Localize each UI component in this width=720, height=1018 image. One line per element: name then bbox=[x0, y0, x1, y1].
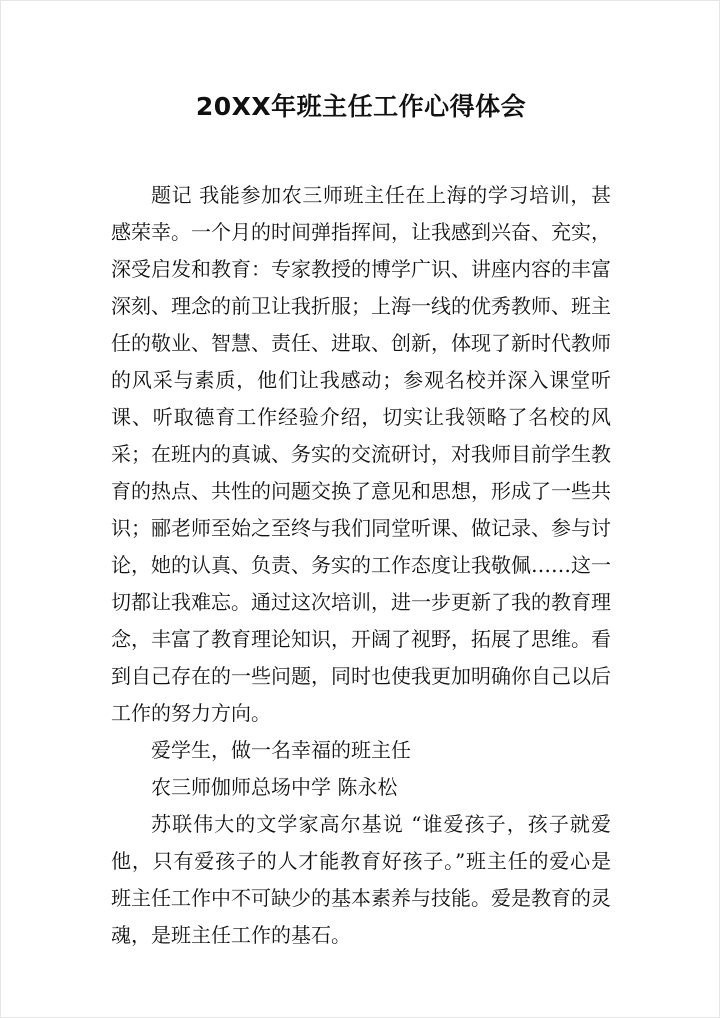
section-heading: 爱学生，做一名幸福的班主任 bbox=[151, 738, 411, 762]
document-title: 20XX年班主任工作心得体会 bbox=[195, 92, 527, 121]
intro-paragraph: 题记 我能参加农三师班主任在上海的学习培训，甚感荣幸。一个月的时间弹指挥间，让我感到兴奋、充实，深受启发和教育：专家教授的博学广识、讲座内容的丰富深刻、理念的前卫让我折服；上海一线的优秀教师、班主任的敬业、智慧、责任、进取、创新，体现了新时代教师的风采与素质，他们让我感动；参观名校并深入课堂听课、听取德育工作经验介绍，切实让我领略了名校的风采；在班内的真诚、务实的交流研讨，对我师目前学生教育的热点、共性的问题交换了意见和思想，形成了一些共识；郦老师至始之至终与我们同堂听课、做记录、参与讨论，她的认真、负责、务实的工作态度让我敬佩……这一切都让我难忘。通过这次培训，进一步更新了我的教育理念，丰富了教育理论知识，开阔了视野，拓展了思维。看到自己存在的一些问题，同时也使我更加明确你自己以后工作的努力方向。 bbox=[111, 183, 611, 725]
document-body bbox=[111, 177, 611, 954]
body-paragraph: 苏联伟大的文学家高尔基说 “谁爱孩子，孩子就爱他，只有爱孩子的人才能教育好孩子。”班主任的爱心是班主任工作中不可缺少的基本素养与技能。爱是教育的灵魂，是班主任工作的基石。 bbox=[111, 812, 611, 947]
author-line: 农三师伽师总场中学 陈永松 bbox=[151, 775, 398, 799]
